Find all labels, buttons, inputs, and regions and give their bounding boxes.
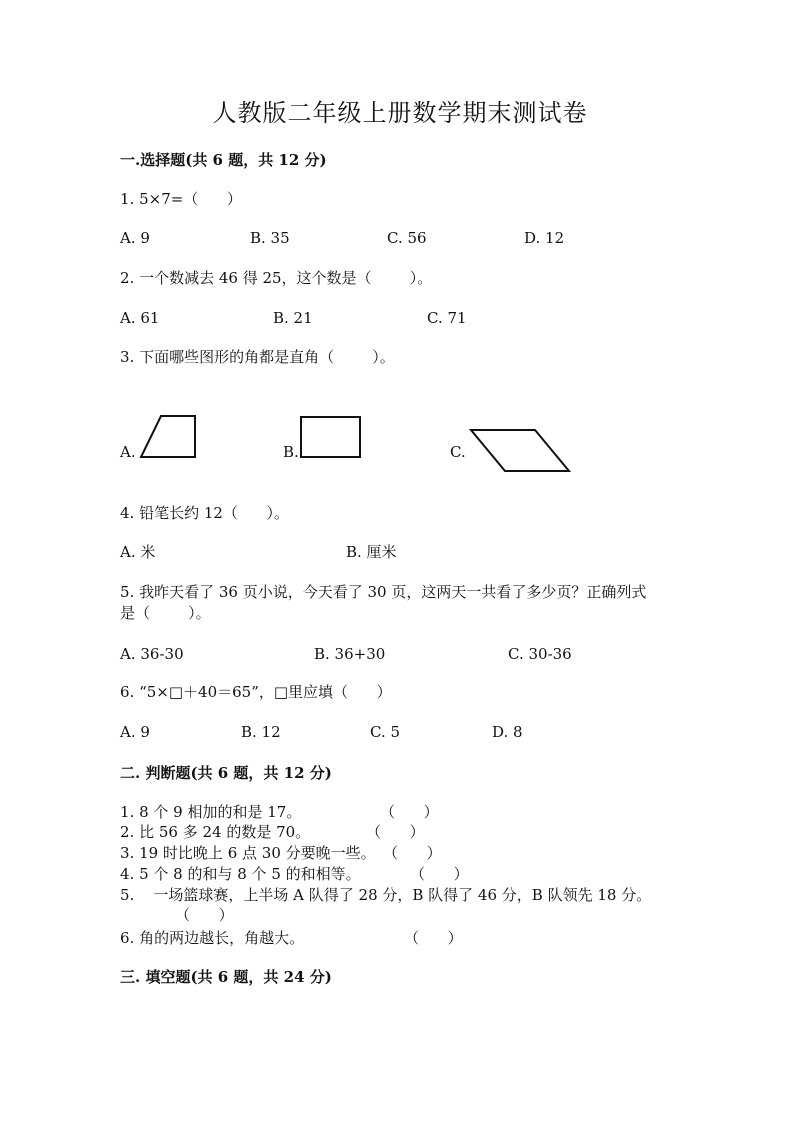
judge-item-1: 1. 8 个 9 相加的和是 17。 xyxy=(120,803,302,821)
q2-option-b: B. 21 xyxy=(273,309,313,327)
q6-option-b: B. 12 xyxy=(241,723,281,741)
question-4-stem: 4. 铅笔长约 12（ ）。 xyxy=(120,504,290,522)
q1-option-a: A. 9 xyxy=(120,229,150,247)
q4-option-b: B. 厘米 xyxy=(346,543,397,561)
q1-option-c: C. 56 xyxy=(387,229,427,247)
section-heading-fill: 三. 填空题(共 6 题，共 24 分) xyxy=(120,968,332,986)
trapezoid-shape xyxy=(138,414,200,460)
judge-item-4: 4. 5 个 8 的和与 8 个 5 的和相等。 xyxy=(120,865,361,883)
q1-option-b: B. 35 xyxy=(250,229,290,247)
q3-option-c: C. xyxy=(450,443,466,461)
section-heading-choice: 一.选择题(共 6 题，共 12 分) xyxy=(120,151,327,169)
rectangle-shape xyxy=(299,415,363,460)
question-5-stem-line1: 5. 我昨天看了 36 页小说，今天看了 30 页，这两天一共看了多少页？正确列式 xyxy=(120,583,647,601)
judge-item-1-blank[interactable]: （ ） xyxy=(380,803,439,821)
q2-option-c: C. 71 xyxy=(427,309,467,327)
judge-item-5: 5. 一场篮球赛，上半场 A 队得了 28 分，B 队得了 46 分，B 队领先 18 分。 xyxy=(120,886,652,904)
question-5-stem-line2: 是（ ）。 xyxy=(120,604,211,622)
judge-item-5-blank[interactable]: （ ） xyxy=(175,906,234,924)
judge-item-6-blank[interactable]: （ ） xyxy=(404,929,463,947)
judge-item-3: 3. 19 时比晚上 6 点 30 分要晚一些。 xyxy=(120,844,376,862)
parallelogram-shape xyxy=(468,426,572,474)
q3-option-a: A. xyxy=(120,443,136,461)
question-6-stem: 6. “5×□＋40＝65”，□里应填（ ） xyxy=(120,683,392,701)
question-1-stem: 1. 5×7=（ ） xyxy=(120,190,242,208)
q6-option-a: A. 9 xyxy=(120,723,150,741)
question-2-stem: 2. 一个数减去 46 得 25，这个数是（ ）。 xyxy=(120,269,433,287)
q5-option-a: A. 36-30 xyxy=(120,645,184,663)
q6-option-d: D. 8 xyxy=(492,723,523,741)
question-3-stem: 3. 下面哪些图形的角都是直角（ ）。 xyxy=(120,348,395,366)
judge-item-2-blank[interactable]: （ ） xyxy=(366,823,425,841)
q1-option-d: D. 12 xyxy=(524,229,565,247)
q5-option-c: C. 30-36 xyxy=(508,645,572,663)
judge-item-4-blank[interactable]: （ ） xyxy=(410,865,469,883)
q2-option-a: A. 61 xyxy=(120,309,160,327)
judge-item-3-blank[interactable]: （ ） xyxy=(383,844,442,862)
q5-option-b: B. 36+30 xyxy=(314,645,386,663)
judge-item-2: 2. 比 56 多 24 的数是 70。 xyxy=(120,823,311,841)
q4-option-a: A. 米 xyxy=(120,543,156,561)
q6-option-c: C. 5 xyxy=(370,723,401,741)
judge-item-6: 6. 角的两边越长，角越大。 xyxy=(120,929,305,947)
q3-option-b: B. xyxy=(283,443,299,461)
page-title: 人教版二年级上册数学期末测试卷 xyxy=(212,99,588,127)
section-heading-judge: 二. 判断题(共 6 题，共 12 分) xyxy=(120,764,332,782)
